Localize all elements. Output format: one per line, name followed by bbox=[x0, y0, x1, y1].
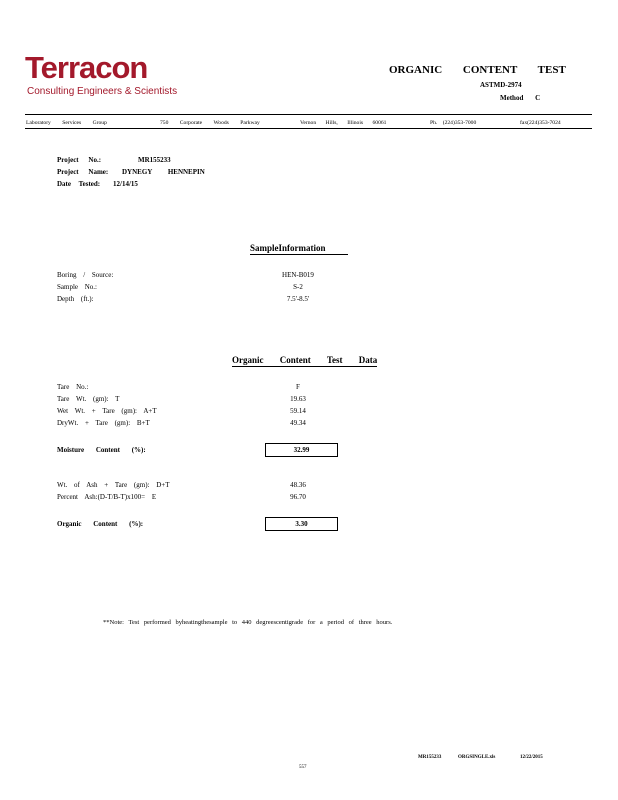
dry-wt-value: 49.34 bbox=[290, 419, 306, 427]
dry-wt-label: DryWt. + Tare (gm): B+T bbox=[57, 419, 150, 427]
lab-phone: Ph. (224)353-7000 bbox=[430, 120, 477, 126]
boring-source-value: HEN-B019 bbox=[282, 271, 314, 279]
astm-standard: ASTMD-2974 bbox=[480, 81, 522, 89]
lab-street: 750 Corporate Woods Parkway bbox=[160, 120, 260, 126]
footer-file: ORGSINGLE.xls bbox=[458, 755, 496, 760]
lab-fax: fax(224)353-7024 bbox=[520, 120, 561, 126]
tare-wt-value: 19.63 bbox=[290, 395, 306, 403]
page-number: 557 bbox=[299, 765, 307, 770]
moisture-content-label: Moisture Content (%): bbox=[57, 446, 146, 454]
lab-name: Laboratory Services Group bbox=[26, 120, 107, 126]
moisture-content-value: 32.99 bbox=[293, 446, 310, 454]
header-rule-top bbox=[25, 114, 592, 115]
report-title: ORGANIC CONTENT TEST bbox=[389, 64, 566, 76]
depth-value: 7.5'-8.5' bbox=[286, 295, 310, 303]
date-tested-label: Date Tested: bbox=[57, 180, 101, 188]
wet-wt-value: 59.14 bbox=[290, 407, 306, 415]
boring-source-label: Boring / Source: bbox=[57, 271, 114, 279]
organic-content-value: 3.30 bbox=[295, 520, 308, 528]
project-number: MR155233 bbox=[138, 156, 171, 164]
footer-project: MR155233 bbox=[418, 755, 442, 760]
test-data-heading: Organic Content Test Data bbox=[232, 355, 378, 365]
percent-ash-label: Percent Ash:(D-T/B-T)x100= E bbox=[57, 493, 157, 501]
tare-no-value: F bbox=[296, 383, 300, 391]
header-rule-bottom bbox=[25, 128, 592, 129]
project-number-label: Project No.: bbox=[57, 156, 102, 164]
footer-date: 12/22/2015 bbox=[520, 755, 543, 760]
sample-no-label: Sample No.: bbox=[57, 283, 97, 291]
project-name: DYNEGY HENNEPIN bbox=[122, 168, 205, 176]
lab-city: Vernon Hills, Illinois 60061 bbox=[300, 120, 387, 126]
ash-wt-value: 48.36 bbox=[290, 481, 306, 489]
depth-label: Depth (ft.): bbox=[57, 295, 94, 303]
organic-content-label: Organic Content (%): bbox=[57, 520, 144, 528]
company-tagline: Consulting Engineers & Scientists bbox=[27, 86, 178, 97]
date-tested: 12/14/15 bbox=[113, 180, 138, 188]
sample-no-value: S-2 bbox=[293, 283, 303, 291]
sample-info-heading: SampleInformation bbox=[250, 243, 348, 255]
ash-wt-label: Wt. of Ash + Tare (gm): D+T bbox=[57, 481, 170, 489]
tare-wt-label: Tare Wt. (gm): T bbox=[57, 395, 120, 403]
test-method: Method C bbox=[500, 94, 541, 102]
project-name-label: Project Name: bbox=[57, 168, 109, 176]
percent-ash-value: 96.70 bbox=[290, 493, 306, 501]
test-note: **Note: Test performed byheatingthesample to 440 degreescentigrade for a period of three hours. bbox=[103, 619, 393, 626]
wet-wt-label: Wet Wt. + Tare (gm): A+T bbox=[57, 407, 157, 415]
tare-no-label: Tare No.: bbox=[57, 383, 89, 391]
company-logo: Terracon bbox=[25, 50, 148, 85]
